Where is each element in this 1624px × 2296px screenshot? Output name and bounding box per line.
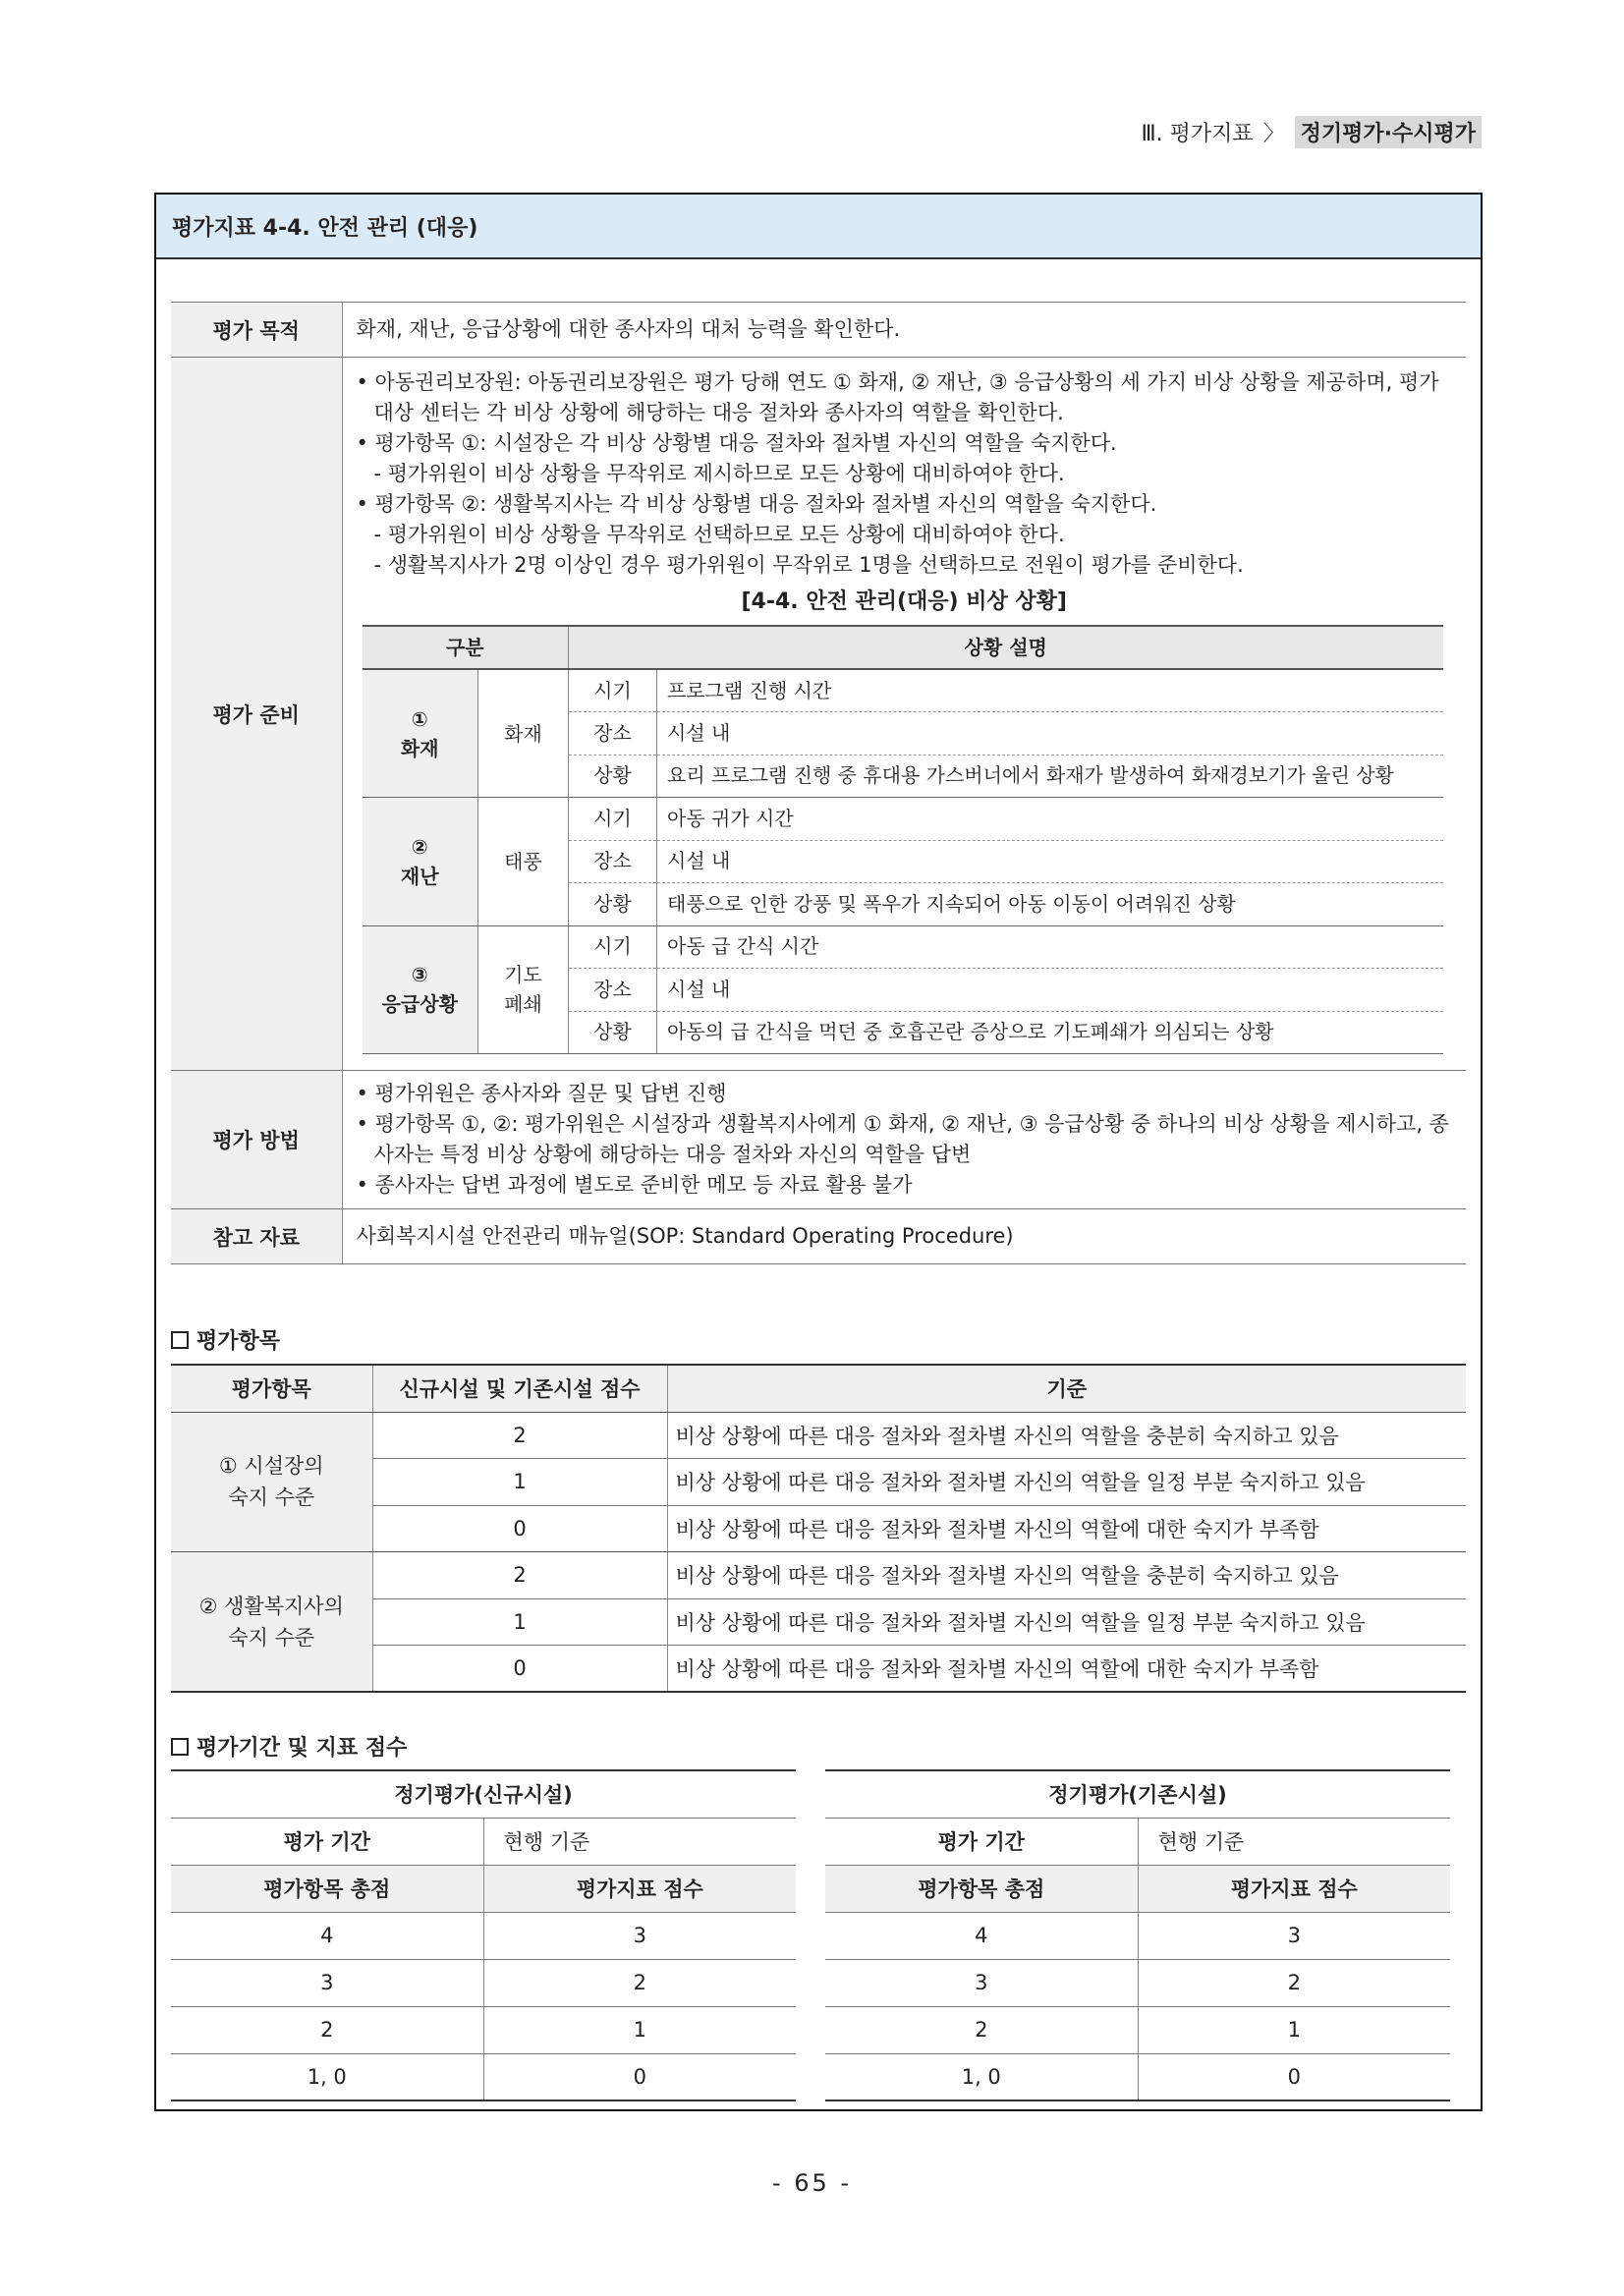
table-row	[171, 1412, 1466, 1459]
items-header-score: 신규시설 및 기존시설 점수	[372, 1365, 667, 1412]
situation-header-description: 상황 설명	[569, 626, 1443, 669]
item-score: 1	[372, 1598, 667, 1646]
situation-key: 시기	[569, 925, 657, 969]
period-cell: 2	[483, 1959, 796, 2006]
period-cell: 2	[171, 2006, 483, 2053]
breadcrumb	[1141, 116, 1482, 148]
prep-line: - 평가위원이 비상 상황을 무작위로 제시하므로 모든 상황에 대비하여야 한다.	[373, 462, 1065, 485]
situation-sub-typhoon: 태풍	[478, 798, 569, 926]
period-cell: 3	[171, 1959, 483, 2006]
period-header-score: 평가지표 점수	[483, 1865, 796, 1912]
situation-desc: 시설 내	[657, 840, 1443, 883]
items-section-heading	[171, 1324, 280, 1355]
period-table-existing	[825, 1769, 1450, 2101]
period-cell: 0	[1138, 2053, 1450, 2100]
preparation-row	[171, 358, 1466, 1071]
item-score: 2	[372, 1412, 667, 1459]
situation-table	[363, 625, 1443, 1054]
period-label: 평가 기간	[171, 1818, 483, 1865]
period-value: 현행 기준	[483, 1818, 796, 1865]
prep-line: - 생활복지사가 2명 이상인 경우 평가위원이 무작위로 1명을 선택하므로 전원이 평가를 준비한다.	[373, 553, 1244, 577]
period-cell: 4	[825, 1912, 1138, 1959]
situation-key: 시기	[569, 669, 657, 712]
items-section-title: 평가항목	[196, 1329, 281, 1354]
situation-key: 상황	[569, 883, 657, 926]
situation-desc: 프로그램 진행 시간	[657, 669, 1443, 712]
situation-desc: 아동의 급 간식을 먹던 중 호흡곤란 증상으로 기도폐쇄가 의심되는 상황	[657, 1011, 1443, 1054]
situation-desc: 태풍으로 인한 강풍 및 폭우가 지속되어 아동 이동이 어려워진 상황	[657, 883, 1443, 926]
period-cell: 2	[1138, 1959, 1450, 2006]
item-score: 0	[372, 1646, 667, 1693]
period-section-heading	[171, 1731, 407, 1762]
item-criterion: 비상 상황에 따른 대응 절차와 절차별 자신의 역할을 일정 부분 숙지하고 있음	[667, 1598, 1466, 1646]
prep-line: • 아동권리보장원: 아동권리보장원은 평가 당해 연도 ① 화재, ② 재난, ③ 응급상황의 세 가지 비상 상황을 제공하며, 평가대상 센터는 각 비상 상황에 해당하는 대응 절차와 종사자의 역할을 확인한다.	[356, 370, 1439, 424]
period-cell: 3	[1138, 1912, 1450, 1959]
method-label: 평가 방법	[171, 1071, 342, 1209]
period-cell: 3	[483, 1912, 796, 1959]
table-row	[171, 1552, 1466, 1599]
page-number: - 65 -	[771, 2169, 853, 2197]
period-cell: 0	[483, 2053, 796, 2100]
situation-key: 장소	[569, 969, 657, 1012]
method-line: • 평가항목 ①, ②: 평가위원은 시설장과 생활복지사에게 ① 화재, ② 재난, ③ 응급상황 중 하나의 비상 상황을 제시하고, 종사자는 특정 비상 상황에 해당하는 대응 절차와 자신의 역할을 답변	[356, 1112, 1449, 1166]
period-section-title: 평가기간 및 지표 점수	[196, 1736, 408, 1761]
situation-desc: 아동 급 간식 시간	[657, 925, 1443, 969]
item-criterion: 비상 상황에 따른 대응 절차와 절차별 자신의 역할에 대한 숙지가 부족함	[667, 1505, 1466, 1552]
situation-desc: 시설 내	[657, 712, 1443, 756]
purpose-text: 화재, 재난, 응급상황에 대한 종사자의 대처 능력을 확인한다.	[342, 303, 1466, 358]
item-criterion: 비상 상황에 따른 대응 절차와 절차별 자신의 역할을 일정 부분 숙지하고 있음	[667, 1459, 1466, 1506]
period-cell: 4	[171, 1912, 483, 1959]
situation-key: 장소	[569, 840, 657, 883]
item-score: 2	[372, 1552, 667, 1599]
method-line: • 평가위원은 종사자와 질문 및 답변 진행	[356, 1082, 727, 1105]
chevron-right-icon: 〉	[1262, 122, 1285, 146]
period-caption: 정기평가(신규시설)	[171, 1770, 796, 1818]
situation-key: 시기	[569, 798, 657, 841]
period-cell: 1, 0	[825, 2053, 1138, 2100]
reference-row	[171, 1209, 1466, 1264]
situation-key: 상황	[569, 1011, 657, 1054]
period-label: 평가 기간	[825, 1818, 1138, 1865]
situation-desc: 요리 프로그램 진행 중 휴대용 가스버너에서 화재가 발생하여 화재경보기가 울린 상황	[657, 755, 1443, 798]
breadcrumb-section: Ⅲ. 평가지표	[1141, 122, 1254, 146]
prep-line: • 평가항목 ②: 생활복지사는 각 비상 상황별 대응 절차와 절차별 자신의 역할을 숙지한다.	[356, 492, 1157, 516]
prep-line: - 평가위원이 비상 상황을 무작위로 선택하므로 모든 상황에 대비하여야 한다.	[373, 523, 1065, 546]
prep-line: • 평가항목 ①: 시설장은 각 비상 상황별 대응 절차와 절차별 자신의 역할을 숙지한다.	[356, 431, 1117, 455]
item-score: 1	[372, 1459, 667, 1506]
item-name-director: ① 시설장의 숙지 수준	[171, 1412, 372, 1552]
situation-group-fire: ① 화재	[363, 669, 478, 798]
indicator-title: 평가지표 4-4. 안전 관리 (대응)	[156, 195, 1481, 259]
period-header-total: 평가항목 총점	[825, 1865, 1138, 1912]
preparation-label: 평가 준비	[171, 358, 342, 1071]
square-bullet-icon	[171, 1738, 189, 1756]
situation-header-category: 구분	[363, 626, 569, 669]
square-bullet-icon	[171, 1331, 189, 1349]
situation-table-title: [4-4. 안전 관리(대응) 비상 상황]	[741, 589, 1067, 614]
purpose-label: 평가 목적	[171, 303, 342, 358]
purpose-row	[171, 303, 1466, 358]
reference-label: 참고 자료	[171, 1209, 342, 1264]
period-cell: 1	[1138, 2006, 1450, 2053]
period-cell: 3	[825, 1959, 1138, 2006]
reference-text: 사회복지시설 안전관리 매뉴얼(SOP: Standard Operating Procedure)	[342, 1209, 1466, 1264]
period-header-total: 평가항목 총점	[171, 1865, 483, 1912]
item-criterion: 비상 상황에 따른 대응 절차와 절차별 자신의 역할에 대한 숙지가 부족함	[667, 1646, 1466, 1693]
indicator-frame	[154, 193, 1483, 2111]
period-caption: 정기평가(기존시설)	[825, 1770, 1450, 1818]
period-cell: 1	[483, 2006, 796, 2053]
breadcrumb-current: 정기평가·수시평가	[1295, 116, 1482, 148]
period-table-new	[171, 1769, 796, 2101]
items-header-item: 평가항목	[171, 1365, 372, 1412]
item-criterion: 비상 상황에 따른 대응 절차와 절차별 자신의 역할을 충분히 숙지하고 있음	[667, 1412, 1466, 1459]
evaluation-items-table	[171, 1364, 1466, 1693]
situation-key: 장소	[569, 712, 657, 756]
method-row	[171, 1071, 1466, 1209]
situation-group-disaster: ② 재난	[363, 798, 478, 926]
situation-desc: 아동 귀가 시간	[657, 798, 1443, 841]
items-header-criterion: 기준	[667, 1365, 1466, 1412]
period-value: 현행 기준	[1138, 1818, 1450, 1865]
period-cell: 1, 0	[171, 2053, 483, 2100]
situation-sub-airway: 기도 폐쇄	[478, 925, 569, 1054]
situation-sub-fire: 화재	[478, 669, 569, 798]
info-table	[171, 302, 1466, 1264]
situation-desc: 시설 내	[657, 969, 1443, 1012]
item-score: 0	[372, 1505, 667, 1552]
situation-group-emergency: ③ 응급상황	[363, 925, 478, 1054]
period-cell: 2	[825, 2006, 1138, 2053]
item-name-worker: ② 생활복지사의 숙지 수준	[171, 1552, 372, 1693]
situation-key: 상황	[569, 755, 657, 798]
item-criterion: 비상 상황에 따른 대응 절차와 절차별 자신의 역할을 충분히 숙지하고 있음	[667, 1552, 1466, 1599]
method-line: • 종사자는 답변 과정에 별도로 준비한 메모 등 자료 활용 불가	[356, 1173, 913, 1197]
period-header-score: 평가지표 점수	[1138, 1865, 1450, 1912]
